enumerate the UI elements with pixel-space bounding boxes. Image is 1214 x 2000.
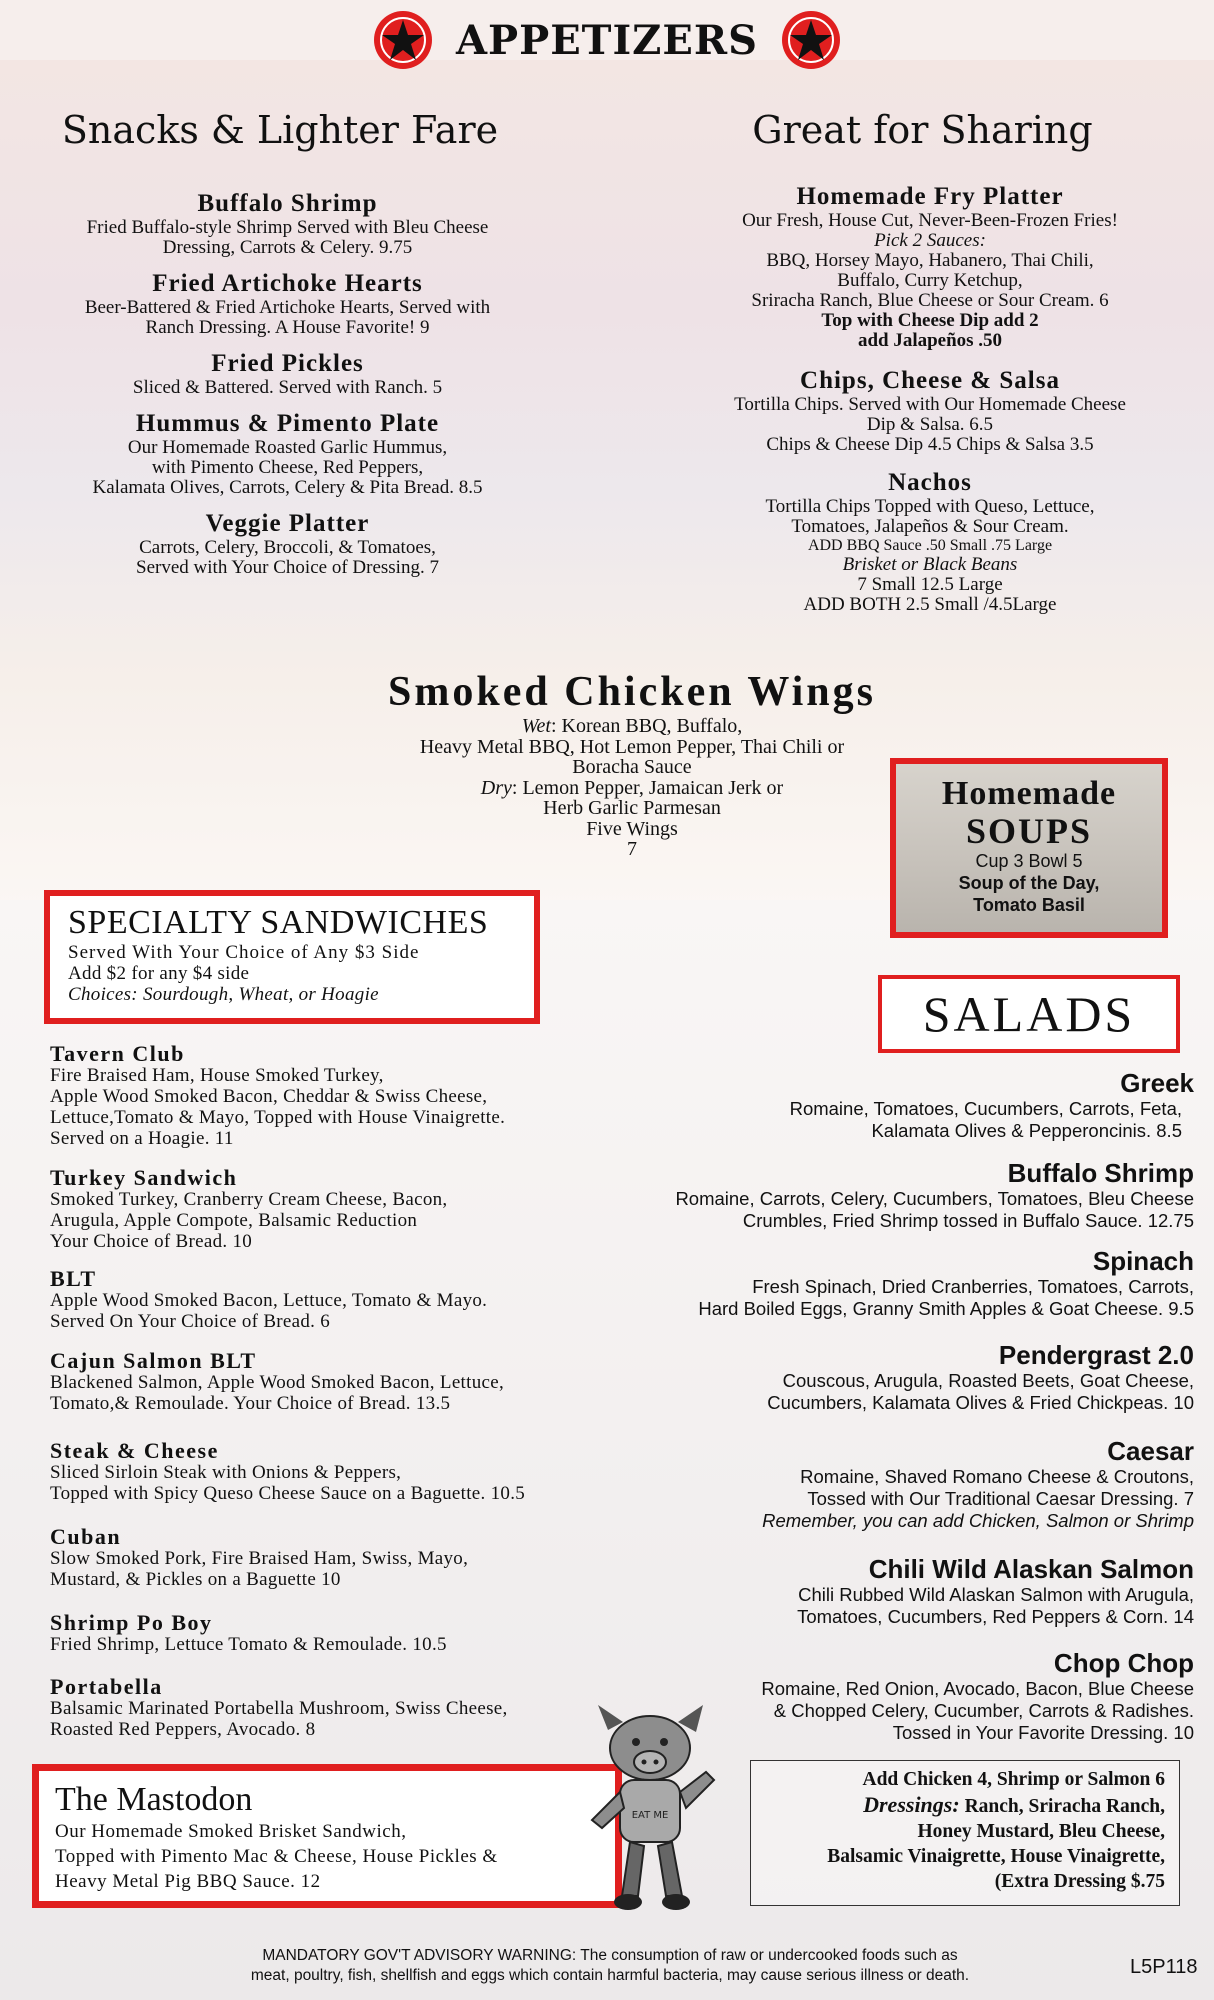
- item-desc: Apple Wood Smoked Bacon, Cheddar & Swiss Cheese,: [50, 1086, 488, 1107]
- list-item: [0, 510, 575, 578]
- list-item: [660, 469, 1200, 615]
- list-item: [50, 1676, 630, 1740]
- dressings-text: Ranch, Sriracha Ranch,: [959, 1796, 1165, 1817]
- item-name: Spinach: [1092, 1246, 1194, 1276]
- item-desc: Romaine, Shaved Romano Cheese & Croutons,: [800, 1466, 1194, 1487]
- item-desc: Ranch Dressing. A House Favorite! 9: [145, 317, 430, 338]
- item-desc: Brisket or Black Beans: [842, 554, 1018, 575]
- item-desc: Tossed in Your Favorite Dressing. 10: [892, 1722, 1194, 1743]
- item-desc: Hard Boiled Eggs, Granny Smith Apples & Goat Cheese. 9.5: [698, 1298, 1194, 1319]
- soups-heading: SOUPS: [965, 811, 1093, 851]
- wings-price: 7: [627, 838, 637, 860]
- item-desc: Balsamic Marinated Portabella Mushroom, Swiss Cheese,: [50, 1698, 508, 1719]
- star-badge-icon: [373, 10, 433, 70]
- item-name: Hummus & Pimento Plate: [135, 410, 440, 437]
- item-desc: Our Homemade Roasted Garlic Hummus,: [127, 437, 448, 458]
- item-desc: Mustard, & Pickles on a Baguette 10: [50, 1569, 341, 1590]
- list-item: [574, 1554, 1194, 1628]
- wet-text: : Korean BBQ, Buffalo,: [550, 715, 743, 737]
- specialty-line: Choices: Sourdough, Wheat, or Hoagie: [68, 984, 379, 1005]
- wings-heading: Smoked Chicken Wings: [388, 669, 876, 715]
- item-name: Chips, Cheese & Salsa: [800, 367, 1060, 394]
- item-desc: Apple Wood Smoked Bacon, Lettuce, Tomato & Mayo.: [50, 1290, 488, 1311]
- list-item: [534, 1158, 1194, 1232]
- item-desc: Top with Cheese Dip add 2: [821, 310, 1039, 331]
- item-desc: ADD BOTH 2.5 Small /4.5Large: [803, 594, 1057, 615]
- item-name: Homemade Fry Platter: [796, 183, 1064, 210]
- item-name: Fried Pickles: [211, 350, 364, 377]
- star-badge-icon: [781, 10, 841, 70]
- list-item: [50, 1440, 630, 1504]
- item-name: Chili Wild Alaskan Salmon: [868, 1554, 1194, 1584]
- item-desc: Tomato,& Remoulade. Your Choice of Bread. 13.5: [50, 1393, 451, 1414]
- list-item: [660, 183, 1200, 351]
- item-desc: Kalamata Olives, Carrots, Celery & Pita Bread. 8.5: [92, 477, 483, 498]
- item-desc: ADD BBQ Sauce .50 Small .75 Large: [807, 537, 1053, 554]
- item-name: Buffalo Shrimp: [197, 190, 378, 217]
- item-name: Nachos: [888, 469, 972, 496]
- item-name: Fried Artichoke Hearts: [152, 270, 423, 297]
- item-desc: Tossed with Our Traditional Caesar Dressing. 7: [807, 1488, 1194, 1509]
- list-item: [50, 1350, 630, 1414]
- advisory-warning: [170, 1946, 1050, 1986]
- item-name: Greek: [1120, 1068, 1194, 1098]
- salads-heading: SALADS: [922, 986, 1136, 1042]
- mastodon-heading: The Mastodon: [55, 1781, 253, 1818]
- item-desc: Lettuce,Tomato & Mayo, Topped with House Vinaigrette.: [50, 1107, 506, 1128]
- item-desc: add Jalapeños .50: [857, 330, 1003, 351]
- mastodon-line: Our Homemade Smoked Brisket Sandwich,: [55, 1821, 407, 1842]
- wings-line: [330, 716, 934, 737]
- wings-section: [330, 668, 934, 860]
- item-desc: Tomatoes, Jalapeños & Sour Cream.: [791, 516, 1069, 537]
- specialty-heading: SPECIALTY SANDWICHES: [68, 904, 489, 941]
- list-item: [50, 1268, 630, 1332]
- item-name: Veggie Platter: [205, 510, 370, 537]
- item-desc: Couscous, Arugula, Roasted Beets, Goat Cheese,: [782, 1370, 1194, 1391]
- dry-text: : Lemon Pepper, Jamaican Jerk or: [511, 776, 784, 799]
- item-name: Chop Chop: [1053, 1648, 1194, 1678]
- dry-label: Dry: [480, 776, 512, 799]
- wings-line: Five Wings: [586, 817, 678, 840]
- sharing-heading: Great for Sharing: [752, 108, 1093, 152]
- item-desc: Sliced & Battered. Served with Ranch. 5: [132, 377, 443, 398]
- list-item: [0, 190, 575, 258]
- wings-line: Herb Garlic Parmesan: [543, 797, 721, 819]
- item-desc: Sliced Sirloin Steak with Onions & Peppers,: [50, 1462, 402, 1483]
- item-desc: Arugula, Apple Compote, Balsamic Reduction: [50, 1210, 418, 1231]
- list-item: [50, 1612, 630, 1655]
- dressings-label: Dressings:: [863, 1792, 960, 1817]
- item-note: Remember, you can add Chicken, Salmon or Shrimp: [762, 1510, 1194, 1531]
- list-item: [0, 350, 575, 398]
- item-name: BLT: [50, 1266, 97, 1291]
- soups-box: [890, 758, 1168, 938]
- mastodon-line: Heavy Metal Pig BBQ Sauce. 12: [55, 1871, 321, 1892]
- item-name: Portabella: [50, 1674, 163, 1699]
- list-item: [0, 410, 575, 498]
- mastodon-box: [32, 1764, 622, 1908]
- item-desc: Roasted Red Peppers, Avocado. 8: [50, 1719, 316, 1740]
- item-desc: Tortilla Chips Topped with Queso, Lettuce,: [765, 496, 1095, 517]
- item-desc: Sriracha Ranch, Blue Cheese or Sour Cream. 6: [751, 290, 1109, 311]
- item-desc: Carrots, Celery, Broccoli, & Tomatoes,: [139, 537, 436, 558]
- item-desc: Pick 2 Sauces:: [874, 230, 986, 251]
- soups-sizes: Cup 3 Bowl 5: [975, 851, 1083, 871]
- item-desc: Served On Your Choice of Bread. 6: [50, 1311, 331, 1332]
- soups-day: Soup of the Day,: [958, 873, 1100, 893]
- item-desc: Beer-Battered & Fried Artichoke Hearts, Served with: [84, 297, 491, 318]
- item-name: Buffalo Shrimp: [1007, 1158, 1194, 1188]
- snacks-heading: Snacks & Lighter Fare: [61, 108, 499, 152]
- addons-box: [750, 1760, 1180, 1906]
- item-name: Pendergrast 2.0: [998, 1340, 1194, 1370]
- list-item: [574, 1068, 1194, 1142]
- item-desc: 7 Small 12.5 Large: [857, 574, 1003, 595]
- wings-line: [330, 778, 934, 799]
- warning-line: MANDATORY GOV'T ADVISORY WARNING: The consumption of raw or undercooked foods such as: [262, 1947, 958, 1964]
- item-desc: Dip & Salsa. 6.5: [866, 414, 994, 435]
- soups-basil: Tomato Basil: [973, 895, 1085, 915]
- wings-line: Boracha Sauce: [572, 756, 692, 778]
- item-desc: Chips & Cheese Dip 4.5 Chips & Salsa 3.5: [766, 434, 1094, 455]
- salads-box: [878, 975, 1180, 1053]
- list-item: [0, 270, 575, 338]
- wet-label: Wet: [521, 715, 551, 737]
- list-item: [574, 1648, 1194, 1744]
- specialty-line: Served With Your Choice of Any $3 Side: [68, 942, 420, 963]
- item-desc: Fried Buffalo-style Shrimp Served with Bleu Cheese: [86, 217, 489, 238]
- specialty-box: [44, 890, 540, 1024]
- item-desc: Served with Your Choice of Dressing. 7: [136, 557, 439, 578]
- item-desc: with Pimento Cheese, Red Peppers,: [151, 457, 424, 478]
- list-item: [574, 1340, 1194, 1414]
- snacks-list: [0, 190, 575, 590]
- item-desc: Dressing, Carrots & Celery. 9.75: [162, 237, 413, 258]
- addons-line: Add Chicken 4, Shrimp or Salmon 6: [862, 1769, 1165, 1790]
- item-name: Caesar: [1107, 1436, 1194, 1466]
- list-item: [660, 367, 1200, 455]
- item-desc: Slow Smoked Pork, Fire Braised Ham, Swiss, Mayo,: [50, 1548, 469, 1569]
- item-desc: Your Choice of Bread. 10: [50, 1231, 253, 1252]
- snacks-section: [0, 108, 560, 152]
- item-name: Cajun Salmon BLT: [50, 1348, 257, 1373]
- item-desc: Kalamata Olives & Pepperoncinis. 8.5: [871, 1120, 1182, 1141]
- addons-line: Balsamic Vinaigrette, House Vinaigrette,: [827, 1846, 1165, 1867]
- item-name: Shrimp Po Boy: [50, 1610, 213, 1635]
- item-desc: Fire Braised Ham, House Smoked Turkey,: [50, 1065, 384, 1086]
- addons-line: (Extra Dressing $.75: [994, 1871, 1165, 1892]
- item-desc: Romaine, Carrots, Celery, Cucumbers, Tomatoes, Bleu Cheese: [675, 1188, 1194, 1209]
- addons-line: Honey Mustard, Bleu Cheese,: [917, 1821, 1165, 1842]
- item-desc: & Chopped Celery, Cucumber, Carrots & Radishes.: [773, 1700, 1194, 1721]
- list-item: [574, 1246, 1194, 1320]
- title-text: APPETIZERS: [456, 16, 758, 64]
- mastodon-line: Topped with Pimento Mac & Cheese, House Pickles &: [55, 1846, 498, 1867]
- item-desc: Blackened Salmon, Apple Wood Smoked Bacon, Lettuce,: [50, 1372, 505, 1393]
- item-desc: Fried Shrimp, Lettuce Tomato & Remoulade. 10.5: [50, 1634, 447, 1655]
- item-desc: Chili Rubbed Wild Alaskan Salmon with Arugula,: [798, 1584, 1194, 1605]
- item-desc: BBQ, Horsey Mayo, Habanero, Thai Chili,: [766, 250, 1094, 271]
- svg-text:EAT ME: EAT ME: [631, 1810, 669, 1821]
- addons-line: [765, 1792, 1165, 1819]
- specialty-line: Add $2 for any $4 side: [68, 963, 250, 984]
- item-desc: Topped with Spicy Queso Cheese Sauce on a Baguette. 10.5: [50, 1483, 526, 1504]
- item-desc: Crumbles, Fried Shrimp tossed in Buffalo Sauce. 12.75: [742, 1210, 1194, 1231]
- item-name: Tavern Club: [50, 1041, 185, 1066]
- item-name: Turkey Sandwich: [50, 1165, 238, 1190]
- item-desc: Tomatoes, Cucumbers, Red Peppers & Corn. 14: [797, 1606, 1194, 1627]
- item-desc: Fresh Spinach, Dried Cranberries, Tomatoes, Carrots,: [752, 1276, 1194, 1297]
- list-item: [574, 1436, 1194, 1532]
- list-item: [50, 1043, 630, 1149]
- warning-line: meat, poultry, fish, shellfish and eggs which contain harmful bacteria, may cause serious illness or death.: [250, 1967, 970, 1984]
- menu-code: L5P118: [1130, 1956, 1198, 1978]
- sharing-list: [660, 183, 1200, 627]
- item-desc: Served on a Hoagie. 11: [50, 1128, 234, 1149]
- item-desc: Tortilla Chips. Served with Our Homemade Cheese: [734, 394, 1126, 415]
- soups-heading: Homemade: [941, 775, 1117, 812]
- item-desc: Romaine, Tomatoes, Cucumbers, Carrots, Feta,: [789, 1098, 1182, 1119]
- item-desc: Cucumbers, Kalamata Olives & Fried Chickpeas. 10: [767, 1392, 1194, 1413]
- item-desc: Smoked Turkey, Cranberry Cream Cheese, Bacon,: [50, 1189, 448, 1210]
- list-item: [50, 1526, 630, 1590]
- page-title: [0, 10, 1214, 70]
- item-desc: Buffalo, Curry Ketchup,: [837, 270, 1023, 291]
- wings-line: Heavy Metal BBQ, Hot Lemon Pepper, Thai Chili or: [419, 735, 845, 758]
- item-desc: Romaine, Red Onion, Avocado, Bacon, Blue Cheese: [761, 1678, 1194, 1699]
- item-name: Steak & Cheese: [50, 1438, 219, 1463]
- item-desc: Our Fresh, House Cut, Never-Been-Frozen Fries!: [742, 210, 1118, 231]
- item-name: Cuban: [50, 1524, 122, 1549]
- sharing-section: [640, 108, 1205, 152]
